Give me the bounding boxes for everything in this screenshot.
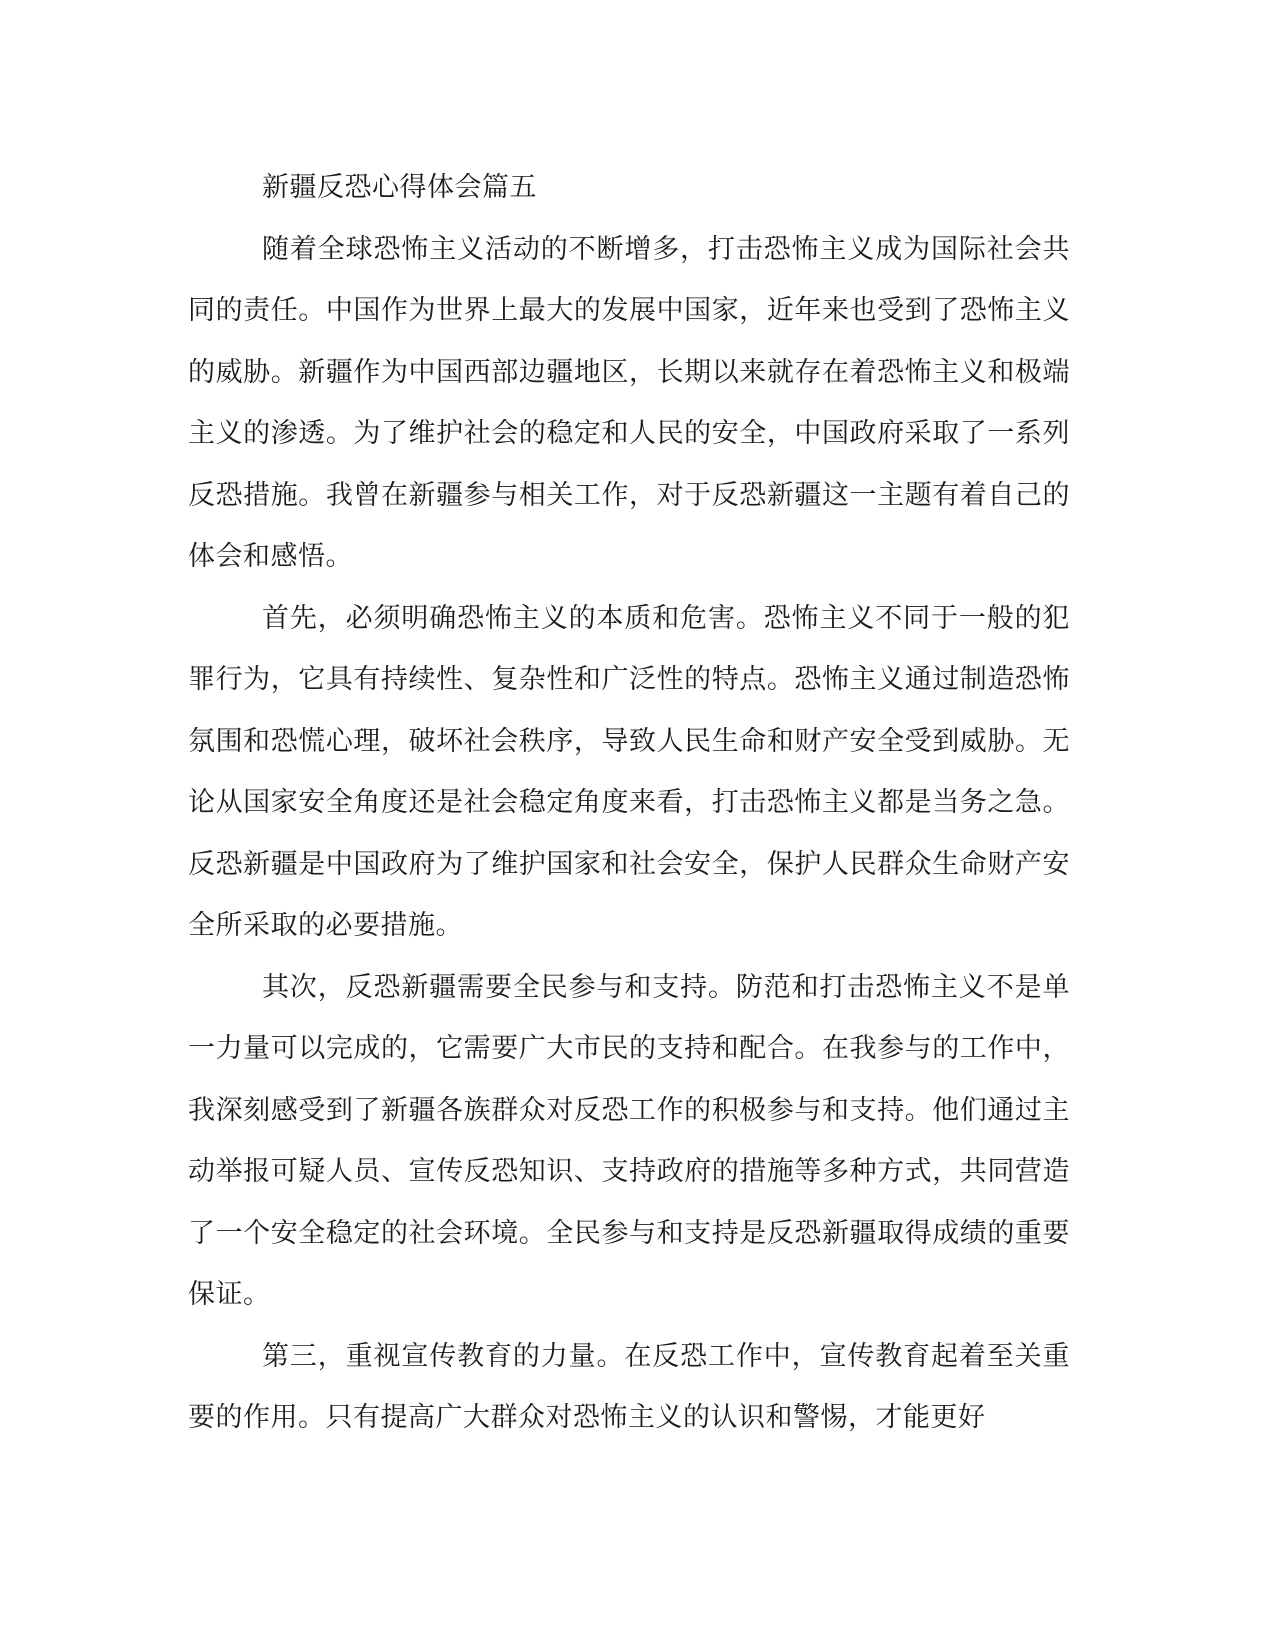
document-title: 新疆反恐心得体会篇五 <box>262 172 537 203</box>
document-body <box>188 157 1070 1449</box>
paragraph-first: 首先，必须明确恐怖主义的本质和危害。恐怖主义不同于一般的犯罪行为，它具有持续性、复杂性和广泛性的特点。恐怖主义通过制造恐怖氛围和恐慌心理，破坏社会秩序，导致人民生命和财产安全受到威胁。无论从国家安全角度还是社会稳定角度来看，打击恐怖主义都是当务之急。反恐新疆是中国政府为了维护国家和社会安全，保护人民群众生命财产安全所采取的必要措施。 <box>188 602 1070 941</box>
paragraph-intro: 随着全球恐怖主义活动的不断增多，打击恐怖主义成为国际社会共同的责任。中国作为世界上最大的发展中国家，近年来也受到了恐怖主义的威胁。新疆作为中国西部边疆地区，长期以来就存在着恐怖主义和极端主义的渗透。为了维护社会的稳定和人民的安全，中国政府采取了一系列反恐措施。我曾在新疆参与相关工作，对于反恐新疆这一主题有着自己的体会和感悟。 <box>188 233 1070 572</box>
paragraph-third: 第三，重视宣传教育的力量。在反恐工作中，宣传教育起着至关重要的作用。只有提高广大群众对恐怖主义的认识和警惕，才能更好 <box>188 1340 1070 1433</box>
paragraph-second: 其次，反恐新疆需要全民参与和支持。防范和打击恐怖主义不是单一力量可以完成的，它需要广大市民的支持和配合。在我参与的工作中，我深刻感受到了新疆各族群众对反恐工作的积极参与和支持。他们通过主动举报可疑人员、宣传反恐知识、支持政府的措施等多种方式，共同营造了一个安全稳定的社会环境。全民参与和支持是反恐新疆取得成绩的重要保证。 <box>188 971 1070 1310</box>
